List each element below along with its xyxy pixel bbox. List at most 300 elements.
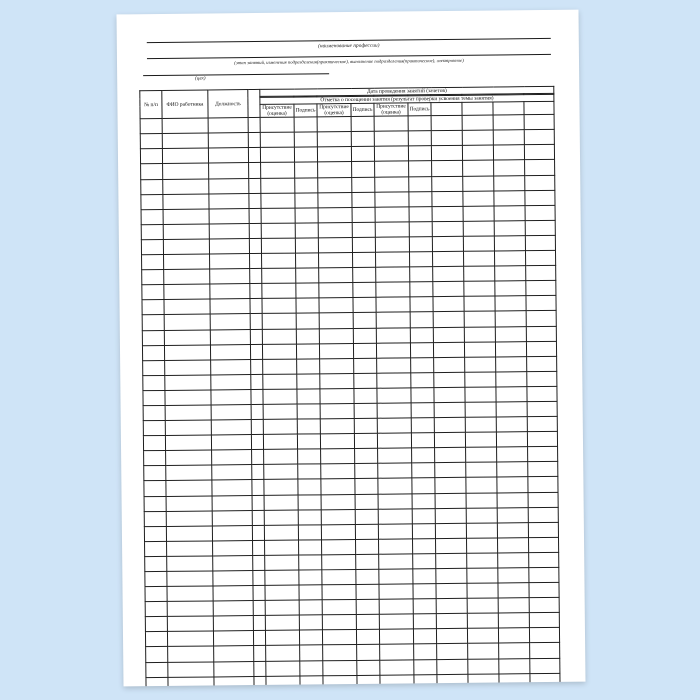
table-cell[interactable]: [264, 464, 298, 479]
table-cell[interactable]: [249, 163, 261, 178]
table-cell[interactable]: [466, 493, 497, 508]
table-cell[interactable]: [496, 387, 527, 402]
table-cell[interactable]: [317, 117, 351, 132]
table-cell[interactable]: [323, 645, 357, 660]
table-cell[interactable]: [322, 585, 356, 600]
table-cell[interactable]: [467, 598, 498, 613]
table-cell[interactable]: [379, 629, 413, 644]
table-cell[interactable]: [322, 630, 356, 645]
table-cell[interactable]: [375, 161, 409, 176]
table-cell[interactable]: [166, 465, 212, 481]
table-cell[interactable]: [528, 447, 558, 462]
table-cell[interactable]: [496, 402, 527, 417]
table-cell[interactable]: [168, 662, 214, 678]
table-cell[interactable]: [318, 162, 352, 177]
table-cell[interactable]: [528, 492, 558, 507]
table-cell[interactable]: [409, 191, 432, 206]
table-cell[interactable]: [265, 540, 299, 555]
table-cell[interactable]: [210, 314, 250, 330]
table-cell[interactable]: [141, 239, 163, 254]
table-cell[interactable]: [528, 477, 558, 492]
table-cell[interactable]: [376, 282, 410, 297]
table-cell[interactable]: [209, 223, 249, 239]
table-cell[interactable]: [254, 661, 266, 676]
table-cell[interactable]: [141, 179, 163, 194]
table-cell[interactable]: [296, 253, 319, 268]
table-cell[interactable]: [320, 434, 354, 449]
table-cell[interactable]: [165, 390, 211, 406]
table-cell[interactable]: [140, 149, 162, 164]
table-cell[interactable]: [142, 285, 164, 300]
table-cell[interactable]: [527, 416, 557, 431]
table-cell[interactable]: [213, 616, 253, 632]
table-cell[interactable]: [464, 266, 495, 281]
table-cell[interactable]: [465, 402, 496, 417]
table-cell[interactable]: [498, 613, 529, 628]
table-cell[interactable]: [164, 314, 210, 330]
table-cell[interactable]: [253, 601, 265, 616]
table-cell[interactable]: [354, 358, 377, 373]
table-cell[interactable]: [351, 116, 374, 131]
table-cell[interactable]: [210, 344, 250, 360]
table-cell[interactable]: [261, 163, 295, 178]
table-cell[interactable]: [208, 148, 248, 164]
table-cell[interactable]: [248, 133, 260, 148]
table-cell[interactable]: [213, 555, 253, 571]
table-cell[interactable]: [433, 282, 464, 297]
table-cell[interactable]: [163, 163, 209, 179]
table-cell[interactable]: [209, 193, 249, 209]
table-cell[interactable]: [526, 326, 556, 341]
table-cell[interactable]: [163, 239, 209, 255]
table-cell[interactable]: [254, 676, 266, 686]
table-cell[interactable]: [322, 539, 356, 554]
table-cell[interactable]: [140, 134, 162, 149]
table-cell[interactable]: [377, 418, 411, 433]
table-cell[interactable]: [379, 554, 413, 569]
table-cell[interactable]: [142, 254, 164, 269]
table-cell[interactable]: [464, 326, 495, 341]
table-cell[interactable]: [145, 602, 167, 617]
table-cell[interactable]: [322, 554, 356, 569]
table-cell[interactable]: [527, 401, 557, 416]
table-cell[interactable]: [355, 494, 378, 509]
table-cell[interactable]: [379, 584, 413, 599]
table-cell[interactable]: [435, 538, 466, 553]
table-cell[interactable]: [466, 538, 497, 553]
table-cell[interactable]: [411, 433, 434, 448]
table-cell[interactable]: [164, 299, 210, 315]
table-cell[interactable]: [436, 583, 467, 598]
table-cell[interactable]: [377, 373, 411, 388]
table-cell[interactable]: [464, 311, 495, 326]
table-cell[interactable]: [295, 177, 318, 192]
table-cell[interactable]: [299, 600, 322, 615]
table-cell[interactable]: [213, 540, 253, 556]
table-cell[interactable]: [266, 646, 300, 661]
table-cell[interactable]: [356, 614, 379, 629]
table-cell[interactable]: [494, 236, 525, 251]
table-cell[interactable]: [464, 296, 495, 311]
table-cell[interactable]: [165, 405, 211, 421]
table-cell[interactable]: [208, 118, 248, 134]
table-cell[interactable]: [323, 660, 357, 675]
table-cell[interactable]: [432, 191, 463, 206]
table-cell[interactable]: [467, 583, 498, 598]
table-cell[interactable]: [262, 344, 296, 359]
table-cell[interactable]: [296, 313, 319, 328]
table-cell[interactable]: [319, 253, 353, 268]
table-cell[interactable]: [495, 266, 526, 281]
table-cell[interactable]: [467, 613, 498, 628]
table-cell[interactable]: [212, 465, 252, 481]
table-cell[interactable]: [376, 342, 410, 357]
table-cell[interactable]: [526, 341, 556, 356]
table-cell[interactable]: [294, 147, 317, 162]
table-cell[interactable]: [379, 614, 413, 629]
table-cell[interactable]: [377, 403, 411, 418]
table-cell[interactable]: [463, 221, 494, 236]
table-cell[interactable]: [412, 448, 435, 463]
table-cell[interactable]: [355, 479, 378, 494]
table-cell[interactable]: [467, 628, 498, 643]
table-cell[interactable]: [354, 388, 377, 403]
table-cell[interactable]: [465, 372, 496, 387]
table-cell[interactable]: [463, 206, 494, 221]
table-cell[interactable]: [141, 164, 163, 179]
table-cell[interactable]: [167, 631, 213, 647]
table-cell[interactable]: [249, 193, 261, 208]
table-cell[interactable]: [376, 267, 410, 282]
table-cell[interactable]: [529, 613, 559, 628]
table-cell[interactable]: [494, 221, 525, 236]
table-cell[interactable]: [434, 432, 465, 447]
table-cell[interactable]: [168, 677, 214, 687]
table-cell[interactable]: [296, 268, 319, 283]
table-cell[interactable]: [355, 464, 378, 479]
table-cell[interactable]: [213, 601, 253, 617]
table-cell[interactable]: [297, 374, 320, 389]
table-cell[interactable]: [466, 447, 497, 462]
table-cell[interactable]: [466, 523, 497, 538]
table-cell[interactable]: [353, 282, 376, 297]
table-cell[interactable]: [143, 360, 165, 375]
table-cell[interactable]: [143, 390, 165, 405]
table-cell[interactable]: [494, 190, 525, 205]
table-cell[interactable]: [498, 628, 529, 643]
table-cell[interactable]: [432, 161, 463, 176]
table-cell[interactable]: [144, 466, 166, 481]
table-cell[interactable]: [351, 147, 374, 162]
table-cell[interactable]: [144, 496, 166, 511]
table-cell[interactable]: [379, 569, 413, 584]
table-cell[interactable]: [263, 419, 297, 434]
table-cell[interactable]: [251, 374, 263, 389]
table-cell[interactable]: [320, 419, 354, 434]
table-cell[interactable]: [145, 587, 167, 602]
table-cell[interactable]: [253, 586, 265, 601]
table-cell[interactable]: [410, 282, 433, 297]
table-cell[interactable]: [498, 598, 529, 613]
table-cell[interactable]: [529, 552, 559, 567]
table-cell[interactable]: [354, 433, 377, 448]
table-cell[interactable]: [294, 117, 317, 132]
table-cell[interactable]: [495, 341, 526, 356]
table-cell[interactable]: [524, 115, 554, 130]
table-cell[interactable]: [374, 131, 408, 146]
table-cell[interactable]: [467, 568, 498, 583]
table-cell[interactable]: [261, 223, 295, 238]
table-cell[interactable]: [145, 632, 167, 647]
table-cell[interactable]: [250, 314, 262, 329]
table-cell[interactable]: [413, 629, 436, 644]
table-cell[interactable]: [251, 389, 263, 404]
table-cell[interactable]: [212, 450, 252, 466]
table-cell[interactable]: [352, 162, 375, 177]
table-cell[interactable]: [140, 119, 162, 134]
table-cell[interactable]: [145, 571, 167, 586]
table-cell[interactable]: [265, 600, 299, 615]
table-cell[interactable]: [435, 508, 466, 523]
table-cell[interactable]: [411, 357, 434, 372]
table-cell[interactable]: [213, 586, 253, 602]
table-cell[interactable]: [164, 254, 210, 270]
table-cell[interactable]: [250, 269, 262, 284]
table-cell[interactable]: [437, 659, 468, 674]
table-cell[interactable]: [498, 553, 529, 568]
table-cell[interactable]: [411, 403, 434, 418]
table-cell[interactable]: [524, 130, 554, 145]
table-cell[interactable]: [266, 661, 300, 676]
table-cell[interactable]: [357, 645, 380, 660]
table-cell[interactable]: [264, 510, 298, 525]
table-cell[interactable]: [410, 312, 433, 327]
table-cell[interactable]: [496, 432, 527, 447]
table-cell[interactable]: [411, 372, 434, 387]
table-cell[interactable]: [497, 522, 528, 537]
table-cell[interactable]: [436, 553, 467, 568]
table-cell[interactable]: [466, 477, 497, 492]
table-cell[interactable]: [297, 434, 320, 449]
table-cell[interactable]: [299, 540, 322, 555]
table-cell[interactable]: [253, 570, 265, 585]
table-cell[interactable]: [319, 268, 353, 283]
table-cell[interactable]: [375, 176, 409, 191]
table-cell[interactable]: [262, 298, 296, 313]
table-cell[interactable]: [353, 267, 376, 282]
table-cell[interactable]: [265, 585, 299, 600]
table-cell[interactable]: [497, 492, 528, 507]
table-cell[interactable]: [356, 630, 379, 645]
table-cell[interactable]: [495, 326, 526, 341]
table-cell[interactable]: [497, 477, 528, 492]
table-cell[interactable]: [355, 448, 378, 463]
table-cell[interactable]: [378, 508, 412, 523]
table-cell[interactable]: [165, 435, 211, 451]
table-cell[interactable]: [408, 146, 431, 161]
table-cell[interactable]: [166, 450, 212, 466]
table-cell[interactable]: [463, 251, 494, 266]
table-cell[interactable]: [408, 116, 431, 131]
table-cell[interactable]: [431, 131, 462, 146]
table-cell[interactable]: [317, 132, 351, 147]
table-cell[interactable]: [322, 600, 356, 615]
table-cell[interactable]: [375, 252, 409, 267]
table-cell[interactable]: [411, 388, 434, 403]
table-cell[interactable]: [352, 177, 375, 192]
table-cell[interactable]: [377, 388, 411, 403]
table-cell[interactable]: [432, 221, 463, 236]
table-cell[interactable]: [209, 178, 249, 194]
table-cell[interactable]: [146, 677, 168, 686]
table-cell[interactable]: [495, 296, 526, 311]
table-cell[interactable]: [378, 478, 412, 493]
table-cell[interactable]: [322, 569, 356, 584]
table-cell[interactable]: [436, 629, 467, 644]
table-cell[interactable]: [264, 480, 298, 495]
table-cell[interactable]: [263, 359, 297, 374]
table-cell[interactable]: [162, 133, 208, 149]
table-cell[interactable]: [431, 116, 462, 131]
table-cell[interactable]: [355, 509, 378, 524]
table-cell[interactable]: [263, 374, 297, 389]
table-cell[interactable]: [352, 207, 375, 222]
table-cell[interactable]: [528, 507, 558, 522]
table-cell[interactable]: [209, 238, 249, 254]
table-cell[interactable]: [499, 673, 530, 686]
table-cell[interactable]: [251, 404, 263, 419]
table-cell[interactable]: [298, 464, 321, 479]
table-cell[interactable]: [262, 253, 296, 268]
table-cell[interactable]: [167, 571, 213, 587]
table-cell[interactable]: [211, 435, 251, 451]
table-cell[interactable]: [379, 539, 413, 554]
table-cell[interactable]: [525, 190, 555, 205]
table-cell[interactable]: [410, 342, 433, 357]
table-cell[interactable]: [321, 449, 355, 464]
table-cell[interactable]: [468, 674, 499, 687]
table-cell[interactable]: [213, 631, 253, 647]
table-cell[interactable]: [528, 522, 558, 537]
table-cell[interactable]: [319, 283, 353, 298]
table-cell[interactable]: [142, 270, 164, 285]
table-cell[interactable]: [497, 507, 528, 522]
table-cell[interactable]: [265, 615, 299, 630]
table-cell[interactable]: [166, 511, 212, 527]
table-cell[interactable]: [300, 660, 323, 675]
table-cell[interactable]: [321, 479, 355, 494]
table-cell[interactable]: [530, 673, 560, 686]
table-cell[interactable]: [528, 462, 558, 477]
table-cell[interactable]: [413, 584, 436, 599]
table-cell[interactable]: [352, 237, 375, 252]
table-cell[interactable]: [435, 478, 466, 493]
table-cell[interactable]: [354, 403, 377, 418]
table-cell[interactable]: [526, 311, 556, 326]
table-cell[interactable]: [410, 327, 433, 342]
table-cell[interactable]: [162, 148, 208, 164]
table-cell[interactable]: [211, 420, 251, 436]
table-cell[interactable]: [493, 115, 524, 130]
table-cell[interactable]: [494, 160, 525, 175]
table-cell[interactable]: [435, 463, 466, 478]
table-cell[interactable]: [295, 162, 318, 177]
table-cell[interactable]: [214, 646, 254, 662]
table-cell[interactable]: [300, 675, 323, 686]
table-cell[interactable]: [437, 674, 468, 686]
table-cell[interactable]: [163, 194, 209, 210]
table-cell[interactable]: [251, 419, 263, 434]
table-cell[interactable]: [377, 358, 411, 373]
table-cell[interactable]: [297, 419, 320, 434]
table-cell[interactable]: [318, 237, 352, 252]
table-cell[interactable]: [352, 192, 375, 207]
table-cell[interactable]: [462, 130, 493, 145]
table-cell[interactable]: [353, 313, 376, 328]
table-cell[interactable]: [530, 658, 560, 673]
table-cell[interactable]: [409, 206, 432, 221]
table-cell[interactable]: [261, 193, 295, 208]
table-cell[interactable]: [409, 176, 432, 191]
table-cell[interactable]: [319, 343, 353, 358]
table-cell[interactable]: [465, 417, 496, 432]
table-cell[interactable]: [464, 342, 495, 357]
table-cell[interactable]: [164, 269, 210, 285]
table-cell[interactable]: [466, 462, 497, 477]
table-cell[interactable]: [253, 540, 265, 555]
table-cell[interactable]: [261, 178, 295, 193]
table-cell[interactable]: [434, 372, 465, 387]
table-cell[interactable]: [145, 556, 167, 571]
table-cell[interactable]: [250, 344, 262, 359]
table-cell[interactable]: [263, 389, 297, 404]
table-cell[interactable]: [436, 598, 467, 613]
table-cell[interactable]: [493, 130, 524, 145]
table-cell[interactable]: [260, 147, 294, 162]
table-cell[interactable]: [434, 417, 465, 432]
table-cell[interactable]: [251, 435, 263, 450]
table-cell[interactable]: [252, 495, 264, 510]
table-cell[interactable]: [525, 250, 555, 265]
table-cell[interactable]: [431, 146, 462, 161]
table-cell[interactable]: [380, 659, 414, 674]
table-cell[interactable]: [168, 646, 214, 662]
table-cell[interactable]: [495, 281, 526, 296]
table-cell[interactable]: [409, 252, 432, 267]
table-cell[interactable]: [165, 420, 211, 436]
table-cell[interactable]: [525, 235, 555, 250]
table-cell[interactable]: [462, 115, 493, 130]
table-cell[interactable]: [356, 584, 379, 599]
table-cell[interactable]: [166, 480, 212, 496]
table-cell[interactable]: [356, 599, 379, 614]
table-cell[interactable]: [465, 387, 496, 402]
table-cell[interactable]: [264, 495, 298, 510]
table-cell[interactable]: [319, 328, 353, 343]
table-cell[interactable]: [163, 179, 209, 195]
table-cell[interactable]: [465, 357, 496, 372]
table-cell[interactable]: [499, 643, 530, 658]
table-cell[interactable]: [375, 207, 409, 222]
table-cell[interactable]: [499, 658, 530, 673]
table-cell[interactable]: [266, 676, 300, 687]
table-cell[interactable]: [163, 209, 209, 225]
table-cell[interactable]: [352, 222, 375, 237]
table-cell[interactable]: [252, 465, 264, 480]
table-cell[interactable]: [167, 616, 213, 632]
table-cell[interactable]: [211, 405, 251, 421]
table-cell[interactable]: [529, 582, 559, 597]
